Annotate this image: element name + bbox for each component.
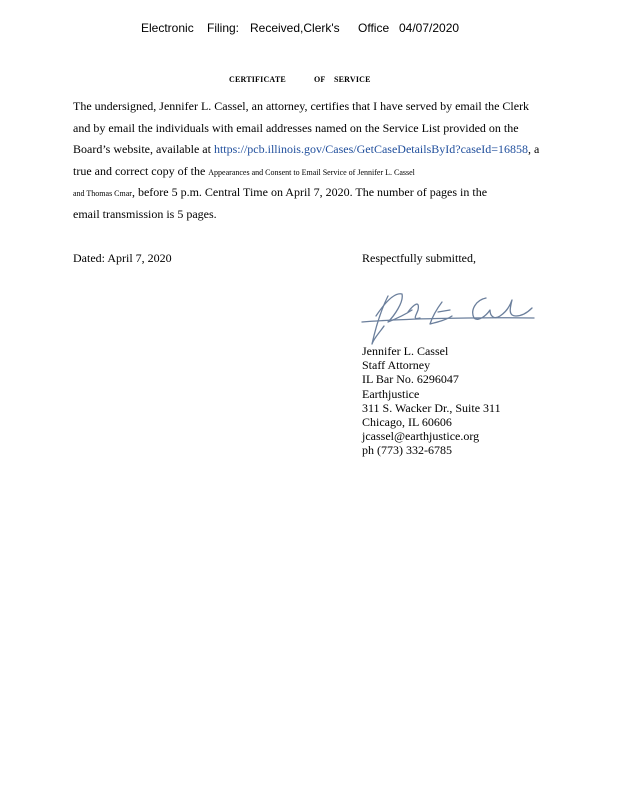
signer-street: 311 S. Wacker Dr., Suite 311 — [362, 400, 501, 415]
body-line-3-prefix: Board’s website, available at — [73, 142, 214, 156]
document-title-part1: Appearances and Consent to Email Service of Jennifer L. Cassel — [208, 167, 415, 177]
filing-header-word-office: Office — [358, 21, 390, 35]
body-line-3 — [73, 139, 583, 161]
signer-title: Staff Attorney — [362, 358, 431, 373]
body-line-3-suffix: , a — [528, 142, 540, 156]
body-line-1: The undersigned, Jennifer L. Cassel, an attorney, certifies that I have served by email the Clerk — [73, 99, 530, 113]
signer-email[interactable]: jcassel@earthjustice.org — [362, 429, 480, 444]
body-line-5 — [73, 182, 583, 204]
signature-block — [362, 344, 501, 458]
signer-bar-number: IL Bar No. 6296047 — [362, 372, 459, 387]
signer-city: Chicago, IL 60606 — [362, 415, 452, 430]
body-line-2: and by email the individuals with email addresses named on the Service List provided on the — [73, 120, 519, 135]
certificate-title-part1: CERTIFICATE — [229, 75, 286, 84]
body-line-6: email transmission is 5 pages. — [73, 206, 217, 221]
dated-line: Dated: April 7, 2020 — [73, 251, 172, 265]
respectfully-submitted: Respectfully submitted, — [362, 251, 476, 265]
service-list-link[interactable]: https://pcb.illinois.gov/Cases/GetCaseDetailsById?caseId=16858 — [213, 142, 529, 156]
filing-header-date: 04/07/2020 — [399, 21, 460, 35]
body-line-5-suffix: , before 5 p.m. Central Time on April 7, 2020. The number of pages in the — [131, 185, 488, 199]
document-title-part2: and Thomas Cmar — [73, 189, 132, 198]
certificate-title-part2: OF — [314, 75, 326, 84]
filing-header-word-electronic: Electronic — [141, 21, 194, 35]
body-line-4-prefix: true and correct copy of the — [73, 163, 209, 178]
signer-organization: Earthjustice — [362, 386, 420, 401]
certificate-title-part3: SERVICE — [334, 75, 371, 84]
signer-name: Jennifer L. Cassel — [362, 344, 449, 358]
body-line-4 — [73, 161, 583, 183]
filing-header-word-received: Received,Clerk's — [250, 21, 340, 35]
signer-phone: ph (773) 332-6785 — [362, 443, 452, 458]
certificate-body — [73, 96, 583, 225]
handwritten-signature — [358, 286, 538, 348]
filing-header-word-filing: Filing: — [207, 21, 240, 35]
